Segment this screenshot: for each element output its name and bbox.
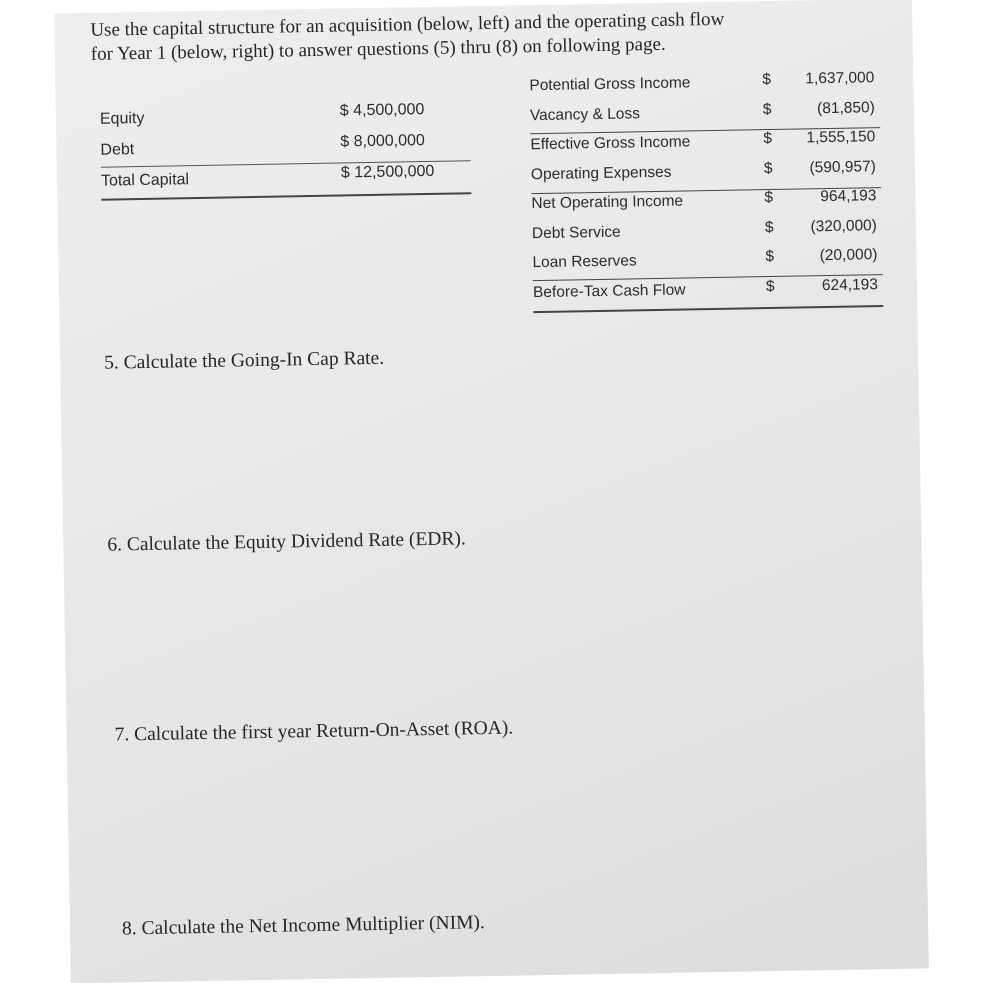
- row-value: 624,193: [821, 275, 879, 294]
- row-value: 964,193: [820, 187, 877, 206]
- row-label: Debt: [100, 141, 135, 159]
- row-value: $ 4,500,000: [339, 101, 425, 120]
- row-value: $ 12,500,000: [340, 162, 435, 182]
- question-5: [104, 348, 384, 375]
- question-text: Calculate the Equity Dividend Rate (EDR).: [126, 528, 466, 556]
- row-label: Debt Service: [531, 223, 621, 242]
- row-value: (20,000): [819, 246, 878, 265]
- question-text: Calculate the Going-In Cap Rate.: [123, 347, 385, 374]
- question-number: 6.: [107, 534, 123, 556]
- question-number: 5.: [103, 352, 119, 374]
- currency-symbol: $: [762, 100, 772, 118]
- currency-symbol: $: [765, 277, 775, 295]
- row-label: Effective Gross Income: [530, 133, 691, 154]
- row-value: (320,000): [810, 216, 878, 235]
- row-value: $ 8,000,000: [340, 132, 426, 151]
- row-label: Equity: [99, 109, 145, 128]
- row-label: Loan Reserves: [532, 252, 637, 272]
- row-value: (81,850): [816, 98, 875, 117]
- row-label: Operating Expenses: [530, 163, 672, 183]
- question-8: [122, 912, 485, 940]
- currency-symbol: $: [764, 188, 774, 207]
- currency-symbol: $: [765, 247, 775, 266]
- instructions-line-2: for Year 1 (below, right) to answer questions (5) thru (8) on following page.: [90, 33, 666, 65]
- question-6: [107, 528, 466, 556]
- row-value: 1,555,150: [806, 128, 876, 147]
- instructions: [90, 5, 871, 67]
- currency-symbol: $: [763, 159, 773, 177]
- question-7: [114, 718, 513, 747]
- cash-flow-table: [529, 69, 893, 311]
- currency-symbol: $: [764, 218, 774, 236]
- question-number: 8.: [121, 918, 137, 940]
- row-label: Before-Tax Cash Flow: [532, 281, 686, 301]
- question-text: Calculate the first year Return-On-Asset (ROA).: [133, 717, 514, 746]
- currency-symbol: $: [763, 129, 773, 148]
- row-label: Net Operating Income: [531, 192, 684, 213]
- question-number: 7.: [114, 724, 130, 746]
- question-text: Calculate the Net Income Multiplier (NIM).: [141, 912, 485, 940]
- row-label: Total Capital: [100, 171, 190, 190]
- row-label: Potential Gross Income: [529, 74, 691, 95]
- row-value: 1,637,000: [805, 69, 875, 88]
- currency-symbol: $: [762, 70, 772, 89]
- capital-structure-table: [100, 100, 472, 199]
- row-label: Vacancy & Loss: [529, 104, 641, 124]
- worksheet-page: [54, 0, 929, 983]
- instructions-line-1: Use the capital structure for an acquisition (below, left) and the operating cash flow: [90, 8, 725, 41]
- row-value: (590,957): [809, 157, 877, 176]
